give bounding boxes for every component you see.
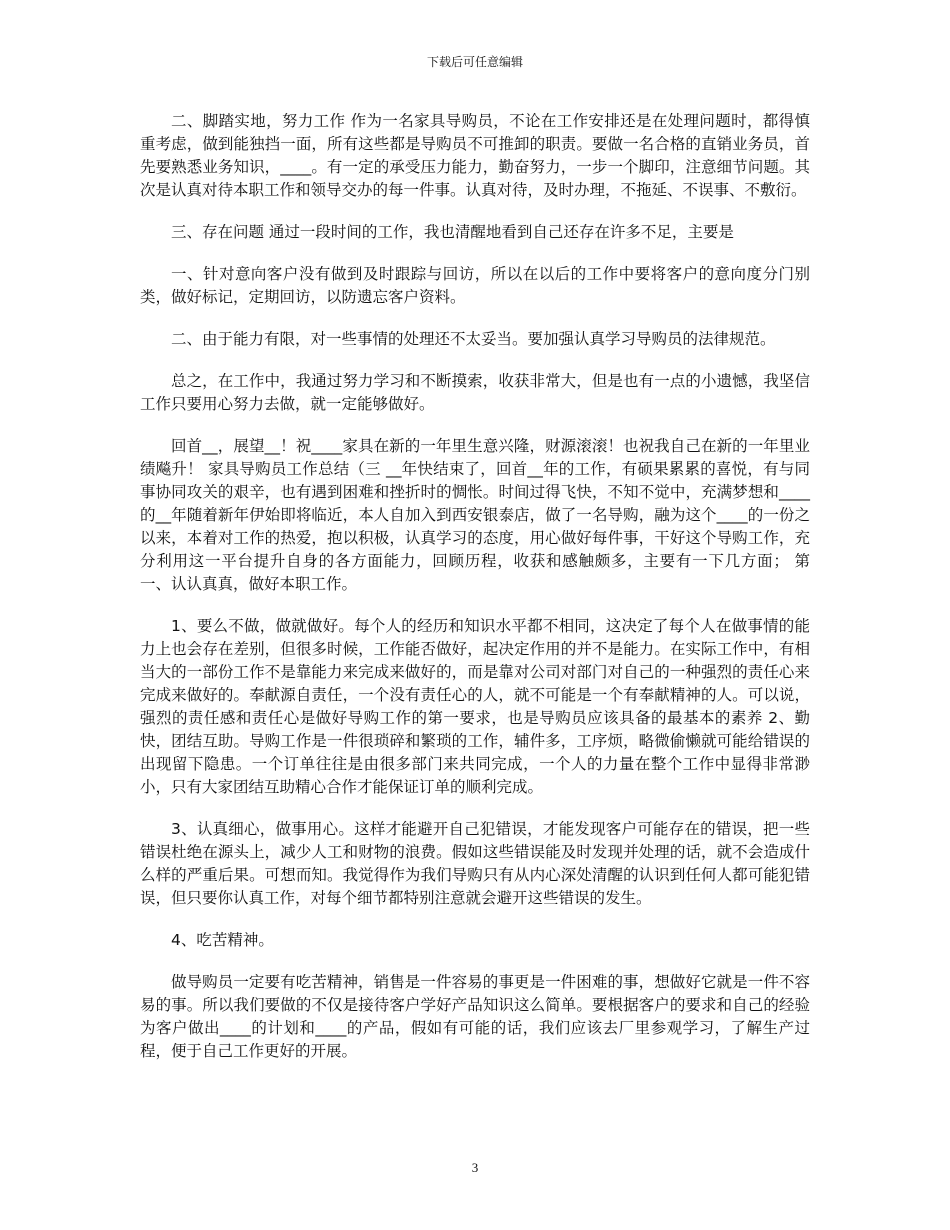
paragraph-8: 3、认真细心，做事用心。这样才能避开自己犯错误，才能发现客户可能存在的错误，把一些错误杜绝在源头上，减少人工和财物的浪费。假如这些错误能及时发现并处理的话，就不会造成什么样的严重后果。可想而知。我觉得作为我们导购只有从内心深处清醒的认识到任何人都可能犯错误，但只要你认真工作，对每个细节都特别注意就会避开这些错误的发生。	[140, 820, 810, 907]
paragraph-3: 一、针对意向客户没有做到及时跟踪与回访，所以在以后的工作中要将客户的意向度分门别类，做好标记，定期回访，以防遗忘客户资料。	[140, 265, 810, 306]
paragraph-4: 二、由于能力有限，对一些事情的处理还不太妥当。要加强认真学习导购员的法律规范。	[171, 330, 776, 348]
paragraph-5: 总之，在工作中，我通过努力学习和不断摸索，收获非常大，但是也有一点的小遗憾，我坚信工作只要用心努力去做，就一定能够做好。	[140, 372, 810, 413]
paragraph-9: 4、吃苦精神。	[171, 931, 274, 949]
document-body	[140, 110, 810, 1082]
page-number: 3	[471, 1160, 479, 1175]
paragraph-7: 1、要么不做，做就做好。每个人的经历和知识水平都不相同，这决定了每个人在做事情的能力上也会存在差别，但很多时候，工作能否做好，起决定作用的并不是能力。在实际工作中，有相当大的一部份工作不是靠能力来完成来做好的，而是靠对公司对部门对自己的一种强烈的责任心来完成来做好的。奉献源自责任，一个没有责任心的人，就不可能是一个有奉献精神的人。可以说，强烈的责任感和责任心是做好导购工作的第一要求，也是导购员应该具备的最基本的素养 2、勤快，团结互助。导购工作是一件很琐碎和繁琐的工作，辅件多，工序烦，略微偷懒就可能给错误的出现留下隐患。一个订单往往是由很多部门来共同完成，一个人的力量在整个工作中显得非常渺小，只有大家团结互助精心合作才能保证订单的顺利完成。	[140, 617, 810, 796]
paragraph-10: 做导购员一定要有吃苦精神，销售是一件容易的事更是一件困难的事，想做好它就是一件不容易的事。所以我们要做的不仅是接待客户学好产品知识这么简单。要根据客户的要求和自己的经验为客户做出____的计划和____的产品，假如有可能的话，我们应该去厂里参观学习，了解生产过程，便于自己工作更好的开展。	[140, 973, 810, 1060]
paragraph-1: 二、脚踏实地，努力工作 作为一名家具导购员，不论在工作安排还是在处理问题时，都得慎重考虑，做到能独挡一面，所有这些都是导购员不可推卸的职责。要做一名合格的直销业务员，首先要熟悉业务知识，____。有一定的承受压力能力，勤奋努力，一步一个脚印，注意细节问题。其次是认真对待本职工作和领导交办的每一件事。认真对待，及时办理，不拖延、不误事、不敷衍。	[140, 112, 810, 199]
paragraph-6: 回首__，展望__！祝____家具在新的一年里生意兴隆，财源滚滚！也祝我自己在新的一年里业绩飚升！ 家具导购员工作总结（三 __年快结束了，回首__年的工作，有硕果累累的喜悦，有与同事协同攻关的艰辛，也有遇到困难和挫折时的惆怅。时间过得飞快，不知不觉中，充满梦想和____的__年随着新年伊始即将临近，本人自加入到西安银泰店，做了一名导购，融为这个____的一份之以来，本着对工作的热爱，抱以积极，认真学习的态度，用心做好每件事，干好这个导购工作，充分利用这一平台提升自身的各方面能力，回顾历程，收获和感触颇多，主要有一下几方面； 第一、认认真真，做好本职工作。	[140, 437, 810, 593]
paragraph-2: 三、存在问题 通过一段时间的工作，我也清醒地看到自己还存在许多不足，主要是	[171, 223, 734, 241]
page-header: 下载后可任意编辑	[426, 55, 523, 69]
